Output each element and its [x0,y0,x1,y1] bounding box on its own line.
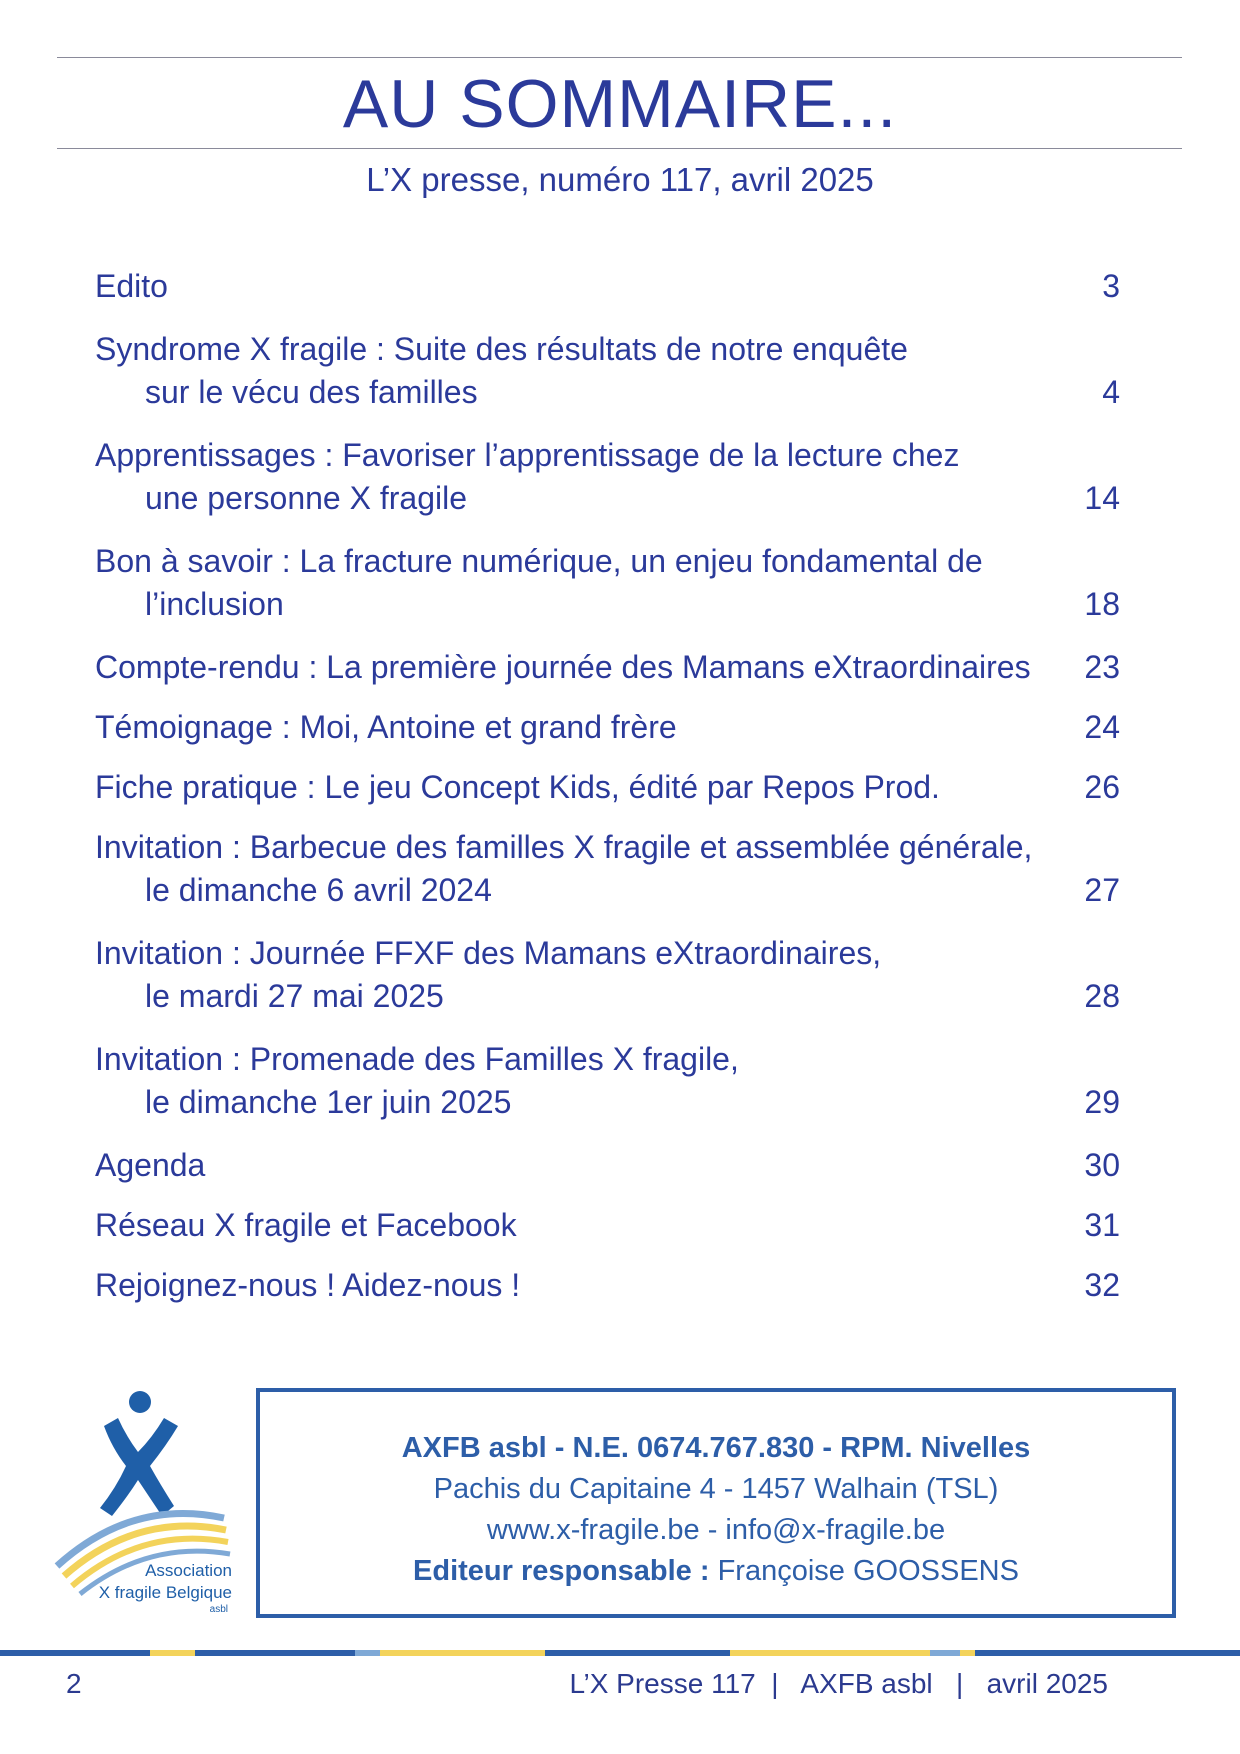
publisher-registration: AXFB asbl - N.E. 0674.767.830 - RPM. Nivelles [401,1432,1031,1464]
toc-entry-title: Rejoignez-nous ! Aidez-nous ! [95,1267,521,1303]
toc-entry [95,434,1120,520]
editor-name: Françoise GOOSSENS [709,1555,1019,1587]
footer-color-bar [0,1650,1240,1656]
toc-entry-title-continued: le mardi 27 mai 2025 [145,978,444,1014]
toc-entry-title: Invitation : Journée FFXF des Mamans eXtraordinaires, [95,935,882,971]
toc-entry-page: 27 [1084,872,1120,908]
logo-text-line1: Association [145,1561,232,1580]
toc-entry-title: Syndrome X fragile : Suite des résultats de notre enquête [95,331,908,367]
toc-entry [95,265,1120,308]
toc-entry-page: 18 [1084,586,1120,622]
toc-entry [95,328,1120,414]
publisher-contact: www.x-fragile.be - info@x-fragile.be [486,1514,946,1546]
toc-entry [95,766,1120,809]
toc-entry-title: Compte-rendu : La première journée des Mamans eXtraordinaires [95,649,1031,685]
toc-entry-title: Invitation : Promenade des Familles X fragile, [95,1041,739,1077]
toc-entry-page: 31 [1084,1207,1120,1243]
toc-entry-page: 14 [1084,480,1120,516]
toc-entry-page: 28 [1084,978,1120,1014]
logo-text-line2: X fragile Belgique [98,1583,232,1602]
publisher-info-box [256,1388,1176,1618]
toc-entry-page: 24 [1084,709,1120,745]
toc-entry-page: 26 [1084,769,1120,805]
toc-entry [95,646,1120,689]
toc-entry-page: 3 [1102,268,1120,304]
footer-publication-info: L’X Presse 117 | AXFB asbl | avril 2025 [569,1668,1108,1699]
toc-entry-page: 23 [1084,649,1120,685]
footer-page-number: 2 [66,1668,82,1699]
toc-entry-title: Témoignage : Moi, Antoine et grand frère [95,709,677,745]
toc-entry-title-continued: l’inclusion [145,586,284,622]
page-title: AU SOMMAIRE... [342,66,898,142]
title-rule [57,148,1182,149]
toc-entry-title: Edito [95,268,168,304]
toc-entry [95,1264,1120,1307]
top-rule [57,57,1182,58]
toc-entry [95,706,1120,749]
toc-entry-title-continued: une personne X fragile [145,480,467,516]
toc-entry-page: 29 [1084,1084,1120,1120]
table-of-contents [95,265,1120,1324]
issue-subtitle: L’X presse, numéro 117, avril 2025 [366,161,874,198]
toc-entry [95,826,1120,912]
toc-entry [95,1204,1120,1247]
toc-entry-title-continued: le dimanche 6 avril 2024 [145,872,492,908]
toc-entry [95,1038,1120,1124]
toc-entry [95,1144,1120,1187]
toc-entry-title: Agenda [95,1147,206,1183]
publisher-address: Pachis du Capitaine 4 - 1457 Walhain (TSL) [433,1473,999,1505]
axfb-logo [52,1388,242,1618]
toc-entry-page: 32 [1084,1267,1120,1303]
toc-entry-title: Bon à savoir : La fracture numérique, un enjeu fondamental de [95,543,983,579]
editor-line [260,1551,1172,1592]
toc-entry-title: Apprentissages : Favoriser l’apprentissage de la lecture chez [95,437,960,473]
toc-entry-title-continued: sur le vécu des familles [145,374,478,410]
toc-entry-title: Réseau X fragile et Facebook [95,1207,517,1243]
logo-text-line3: asbl [209,1604,228,1615]
toc-entry [95,540,1120,626]
toc-entry [95,932,1120,1018]
editor-label: Editeur responsable : [413,1555,710,1587]
toc-entry-page: 4 [1102,374,1120,410]
toc-entry-title: Invitation : Barbecue des familles X fragile et assemblée générale, [95,829,1033,865]
toc-entry-title: Fiche pratique : Le jeu Concept Kids, édité par Repos Prod. [95,769,940,805]
toc-entry-title-continued: le dimanche 1er juin 2025 [145,1084,512,1120]
toc-entry-page: 30 [1084,1147,1120,1183]
